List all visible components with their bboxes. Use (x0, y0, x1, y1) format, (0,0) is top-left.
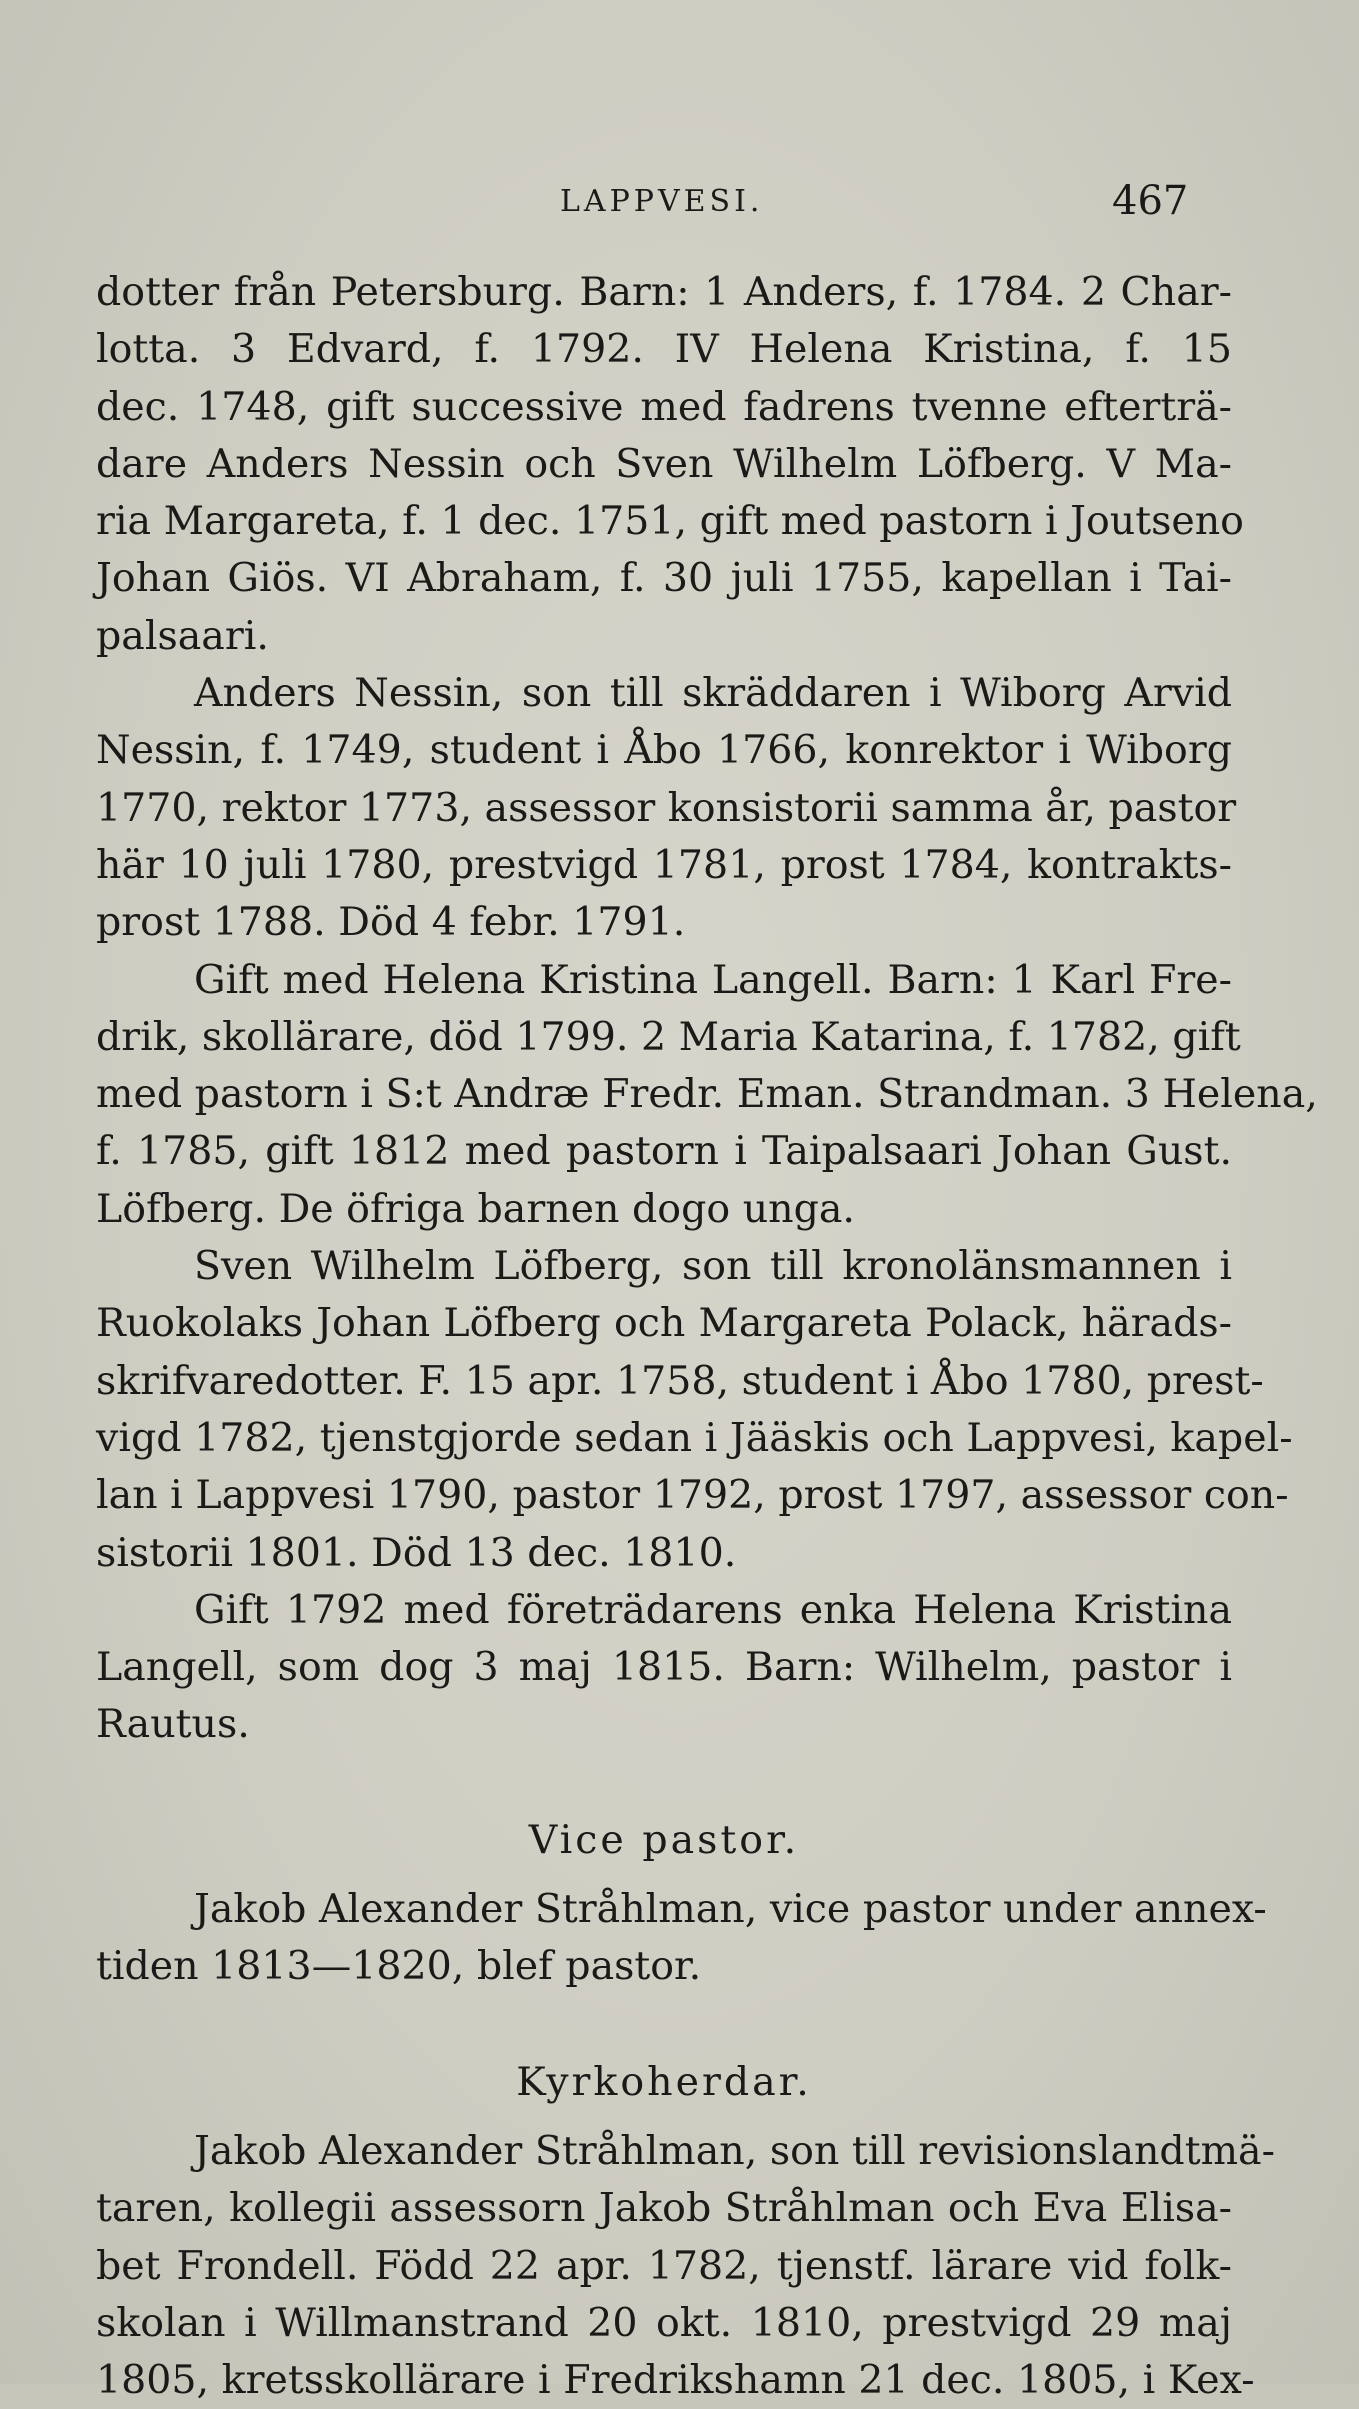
text-line: prost 1788. Död 4 febr. 1791. (96, 899, 686, 946)
text-line: Johan Giös. VI Abraham, f. 30 juli 1755, kapellan i Tai- (96, 555, 1232, 602)
text-line: vigd 1782, tjenstgjorde sedan i Jääskis och Lappvesi, kapel- (96, 1414, 1293, 1461)
text-line: drik, skollärare, död 1799. 2 Maria Katarina, f. 1782, gift (96, 1013, 1241, 1060)
paragraph-start: Jakob Alexander Stråhlman, son till revisionslandtmä- (194, 2127, 1275, 2174)
page-header (0, 178, 1359, 238)
text-line: Rautus. (96, 1701, 250, 1748)
text-line: sistorii 1801. Död 13 dec. 1810. (96, 1529, 737, 1576)
text-line: Ruokolaks Johan Löfberg och Margareta Polack, härads- (96, 1300, 1232, 1347)
text-line: dec. 1748, gift successive med fadrens tvenne efterträ- (96, 383, 1232, 430)
text-line: skolan i Willmanstrand 20 okt. 1810, prestvigd 29 maj (96, 2299, 1232, 2346)
text-line: Nessin, f. 1749, student i Åbo 1766, konrektor i Wiborg (96, 727, 1232, 774)
paragraph-start: Gift med Helena Kristina Langell. Barn: 1 Karl Fre- (194, 956, 1232, 1003)
paragraph-start: Anders Nessin, son till skräddaren i Wiborg Arvid (194, 670, 1232, 717)
paragraph-start: Sven Wilhelm Löfberg, son till kronolänsmannen i (194, 1243, 1232, 1290)
text-line: lotta. 3 Edvard, f. 1792. IV Helena Kristina, f. 15 (96, 326, 1232, 373)
page-number: 467 (1112, 178, 1189, 224)
text-line: här 10 juli 1780, prestvigd 1781, prost 1784, kontrakts- (96, 841, 1232, 888)
text-line: 1805, kretsskollärare i Fredrikshamn 21 dec. 1805, i Kex- (96, 2357, 1255, 2404)
text-line: 1770, rektor 1773, assessor konsistorii samma år, pastor (96, 784, 1237, 831)
text-line: Löfberg. De öfriga barnen dogo unga. (96, 1185, 855, 1232)
page-body (96, 264, 1318, 2409)
running-head: LAPPVESI. (560, 184, 764, 219)
paragraph-start: Jakob Alexander Stråhlman, vice pastor under annex- (194, 1886, 1267, 1933)
text-line: dotter från Petersburg. Barn: 1 Anders, f. 1784. 2 Char- (96, 269, 1232, 315)
paragraph-start: Gift 1792 med företrädarens enka Helena Kristina (194, 1586, 1232, 1633)
text-line: lan i Lappvesi 1790, pastor 1792, prost 1797, assessor con- (96, 1472, 1289, 1519)
text-line: taren, kollegii assessorn Jakob Stråhlman och Eva Elisa- (96, 2185, 1232, 2232)
text-line: palsaari. (96, 612, 269, 659)
text-line: f. 1785, gift 1812 med pastorn i Taipalsaari Johan Gust. (96, 1128, 1232, 1175)
text-line: dare Anders Nessin och Sven Wilhelm Löfberg. V Ma- (96, 440, 1232, 487)
text-line: med pastorn i S:t Andræ Fredr. Eman. Strandman. 3 Helena, (96, 1071, 1318, 1118)
text-line: ria Margareta, f. 1 dec. 1751, gift med pastorn i Joutseno (96, 498, 1244, 545)
text-line: bet Frondell. Född 22 apr. 1782, tjenstf. lärare vid folk- (96, 2242, 1232, 2289)
text-line: tiden 1813—1820, blef pastor. (96, 1943, 702, 1990)
section-heading-kyrkoherdar: Kyrkoherdar. (516, 2058, 812, 2105)
text-line: Langell, som dog 3 maj 1815. Barn: Wilhelm, pastor i (96, 1644, 1232, 1691)
section-heading-vice-pastor: Vice pastor. (528, 1816, 800, 1863)
text-line: skrifvaredotter. F. 15 apr. 1758, student i Åbo 1780, prest- (96, 1357, 1264, 1404)
